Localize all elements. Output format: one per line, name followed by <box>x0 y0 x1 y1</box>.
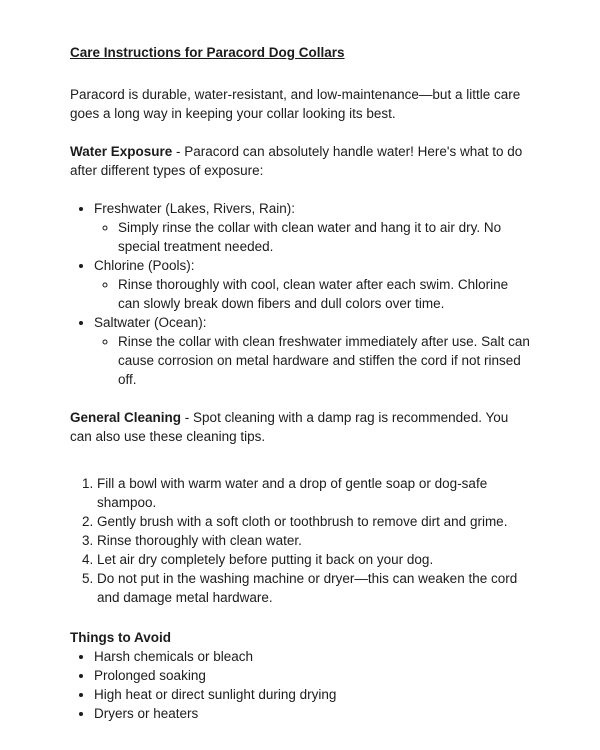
avoid-item: • Dryers or heaters <box>94 704 530 723</box>
things-to-avoid-heading: Things to Avoid <box>70 630 171 645</box>
list-item-detail: ◦ Rinse thoroughly with cool, clean water after each swim. Chlorine can slowly break down fibers and dull colors over time. <box>118 275 530 313</box>
general-cleaning-label: General Cleaning <box>70 410 182 425</box>
sub-list <box>94 332 530 389</box>
sub-list <box>94 218 530 256</box>
water-exposure-paragraph <box>70 142 530 180</box>
intro-paragraph: Paracord is durable, water-resistant, and low-maintenance—but a little care goes a long way in keeping your collar looking its best. <box>70 87 521 121</box>
sub-list <box>94 275 530 313</box>
cleaning-step: 3. Rinse thoroughly with clean water. <box>97 531 530 550</box>
general-cleaning-paragraph <box>70 408 530 446</box>
cleaning-step: 5. Do not put in the washing machine or dryer—this can weaken the cord and damage metal hardware. <box>97 569 530 607</box>
list-item-label: Freshwater (Lakes, Rivers, Rain): <box>94 201 296 216</box>
avoid-item: • High heat or direct sunlight during drying <box>94 685 530 704</box>
avoid-item: • Harsh chemicals or bleach <box>94 647 530 666</box>
water-exposure-text: - Paracord can absolutely handle water! Here's what to do after different types of exposure: <box>70 144 523 178</box>
cleaning-step: 1. Fill a bowl with warm water and a drop of gentle soap or dog-safe shampoo. <box>97 474 530 512</box>
water-exposure-label: Water Exposure <box>70 144 173 159</box>
cleaning-steps-list <box>70 474 530 607</box>
document-title: Care Instructions for Paracord Dog Collars <box>70 45 345 60</box>
list-item-label: Chlorine (Pools): <box>94 258 195 273</box>
list-item-detail: ◦ Simply rinse the collar with clean water and hang it to air dry. No special treatment needed. <box>118 218 530 256</box>
list-item <box>94 313 530 389</box>
avoid-item: • Prolonged soaking <box>94 666 530 685</box>
list-item <box>94 199 530 256</box>
list-item-detail: ◦ Rinse the collar with clean freshwater immediately after use. Salt can cause corrosion on metal hardware and stiffen the cord if not rinsed off. <box>118 332 530 389</box>
cleaning-step: 2. Gently brush with a soft cloth or toothbrush to remove dirt and grime. <box>97 512 530 531</box>
water-exposure-list <box>70 199 530 389</box>
list-item <box>94 256 530 313</box>
things-to-avoid-list <box>70 647 530 723</box>
general-cleaning-text: - Spot cleaning with a damp rag is recommended. You can also use these cleaning tips. <box>70 410 509 444</box>
cleaning-step: 4. Let air dry completely before putting it back on your dog. <box>97 550 530 569</box>
list-item-label: Saltwater (Ocean): <box>94 315 207 330</box>
